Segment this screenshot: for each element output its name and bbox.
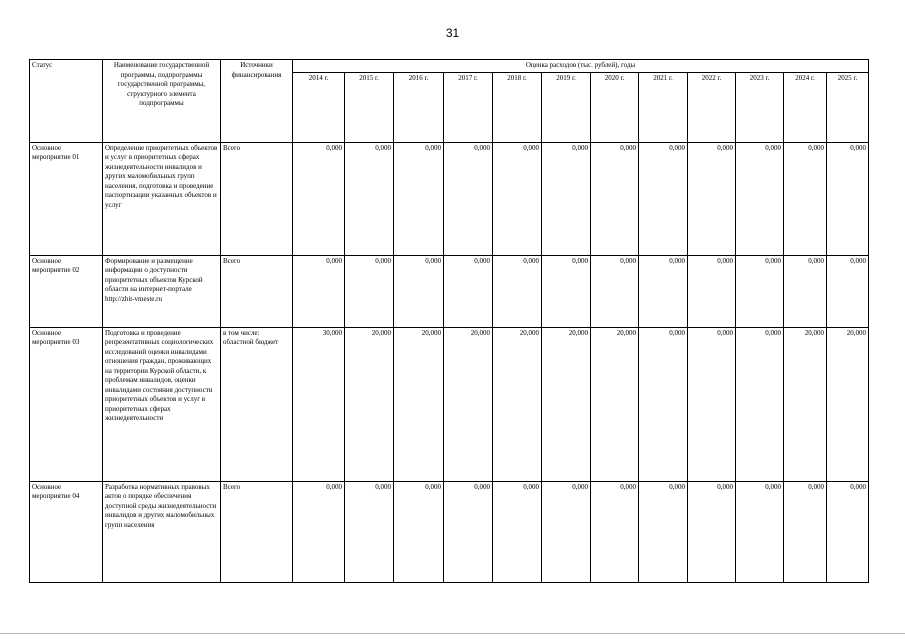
source-cell: Всего (221, 255, 293, 327)
year-header: 2024 г. (784, 72, 827, 142)
budget-table (29, 59, 869, 583)
table-row (30, 327, 869, 481)
year-header: 2016 г. (394, 72, 444, 142)
value-cell: 0,000 (736, 142, 784, 255)
status-cell: Основное мероприятие 01 (30, 142, 103, 255)
value-cell: 0,000 (293, 142, 345, 255)
value-cell: 0,000 (784, 142, 827, 255)
value-cell: 20,000 (345, 327, 394, 481)
name-cell: Подготовка и проведение репрезентативных социологических исследований оценки инвалидами отношения граждан, проживающих на территории Курской области, к проблемам инвалидов, оценки инвалидами состояния доступности приоритетных объектов и услуг в приоритетных сферах жизнедеятельности (103, 327, 221, 481)
name-cell: Формирование и размещение информации о доступности приоритетных объектов Курской области на интернет-портале http://zhit-vmeste.ru (103, 255, 221, 327)
status-cell: Основное мероприятие 03 (30, 327, 103, 481)
year-header: 2017 г. (444, 72, 493, 142)
year-header: 2020 г. (591, 72, 639, 142)
value-cell: 0,000 (444, 481, 493, 582)
value-cell: 0,000 (591, 142, 639, 255)
value-cell: 30,000 (293, 327, 345, 481)
value-cell: 0,000 (784, 481, 827, 582)
value-cell: 0,000 (639, 481, 688, 582)
page-number: 31 (445, 26, 460, 40)
header-source: Источники финансирования (221, 60, 293, 143)
value-cell: 0,000 (639, 142, 688, 255)
year-header: 2015 г. (345, 72, 394, 142)
year-header: 2014 г. (293, 72, 345, 142)
name-cell: Разработка нормативных правовых актов о порядке обеспечения доступной среды жизнедеятельности инвалидов и других маломобильных групп населения (103, 481, 221, 582)
year-header: 2025 г. (827, 72, 869, 142)
value-cell: 0,000 (827, 142, 869, 255)
value-cell: 0,000 (827, 481, 869, 582)
value-cell: 0,000 (591, 481, 639, 582)
value-cell: 20,000 (493, 327, 542, 481)
table-row (30, 142, 869, 255)
value-cell: 0,000 (688, 327, 736, 481)
source-cell: Всего (221, 142, 293, 255)
value-cell: 0,000 (394, 255, 444, 327)
table-row (30, 255, 869, 327)
value-cell: 0,000 (345, 142, 394, 255)
value-cell: 20,000 (591, 327, 639, 481)
value-cell: 0,000 (345, 481, 394, 582)
value-cell: 0,000 (736, 481, 784, 582)
year-header: 2018 г. (493, 72, 542, 142)
status-cell: Основное мероприятие 04 (30, 481, 103, 582)
source-cell: Всего (221, 481, 293, 582)
value-cell: 0,000 (293, 481, 345, 582)
year-header: 2022 г. (688, 72, 736, 142)
value-cell: 0,000 (542, 481, 591, 582)
bottom-rule (0, 633, 905, 634)
value-cell: 0,000 (542, 255, 591, 327)
value-cell: 0,000 (293, 255, 345, 327)
value-cell: 0,000 (736, 327, 784, 481)
value-cell: 0,000 (639, 327, 688, 481)
value-cell: 0,000 (688, 142, 736, 255)
name-cell: Определение приоритетных объектов и услуг в приоритетных сферах жизнедеятельности инвалидов и других маломобильных групп населения, подготовка и проведение паспортизации указанных объектов и услуг (103, 142, 221, 255)
year-header: 2023 г. (736, 72, 784, 142)
value-cell: 20,000 (827, 327, 869, 481)
value-cell: 0,000 (784, 255, 827, 327)
header-estimate: Оценка расходов (тыс. рублей), годы (293, 60, 869, 73)
status-cell: Основное мероприятие 02 (30, 255, 103, 327)
value-cell: 0,000 (444, 255, 493, 327)
value-cell: 0,000 (394, 142, 444, 255)
value-cell: 0,000 (493, 142, 542, 255)
value-cell: 0,000 (688, 255, 736, 327)
source-cell: в том числе: областной бюджет (221, 327, 293, 481)
value-cell: 0,000 (493, 255, 542, 327)
value-cell: 20,000 (444, 327, 493, 481)
year-header: 2021 г. (639, 72, 688, 142)
value-cell: 0,000 (444, 142, 493, 255)
value-cell: 0,000 (827, 255, 869, 327)
header-name: Наименование государственной программы, подпрограммы государственной программы, структурного элемента подпрограммы (103, 60, 221, 143)
value-cell: 0,000 (493, 481, 542, 582)
value-cell: 0,000 (591, 255, 639, 327)
value-cell: 0,000 (345, 255, 394, 327)
value-cell: 0,000 (736, 255, 784, 327)
value-cell: 20,000 (394, 327, 444, 481)
value-cell: 20,000 (542, 327, 591, 481)
year-header: 2019 г. (542, 72, 591, 142)
value-cell: 0,000 (688, 481, 736, 582)
header-status: Статус (30, 60, 103, 143)
value-cell: 0,000 (542, 142, 591, 255)
value-cell: 0,000 (394, 481, 444, 582)
table-row (30, 481, 869, 582)
value-cell: 20,000 (784, 327, 827, 481)
value-cell: 0,000 (639, 255, 688, 327)
